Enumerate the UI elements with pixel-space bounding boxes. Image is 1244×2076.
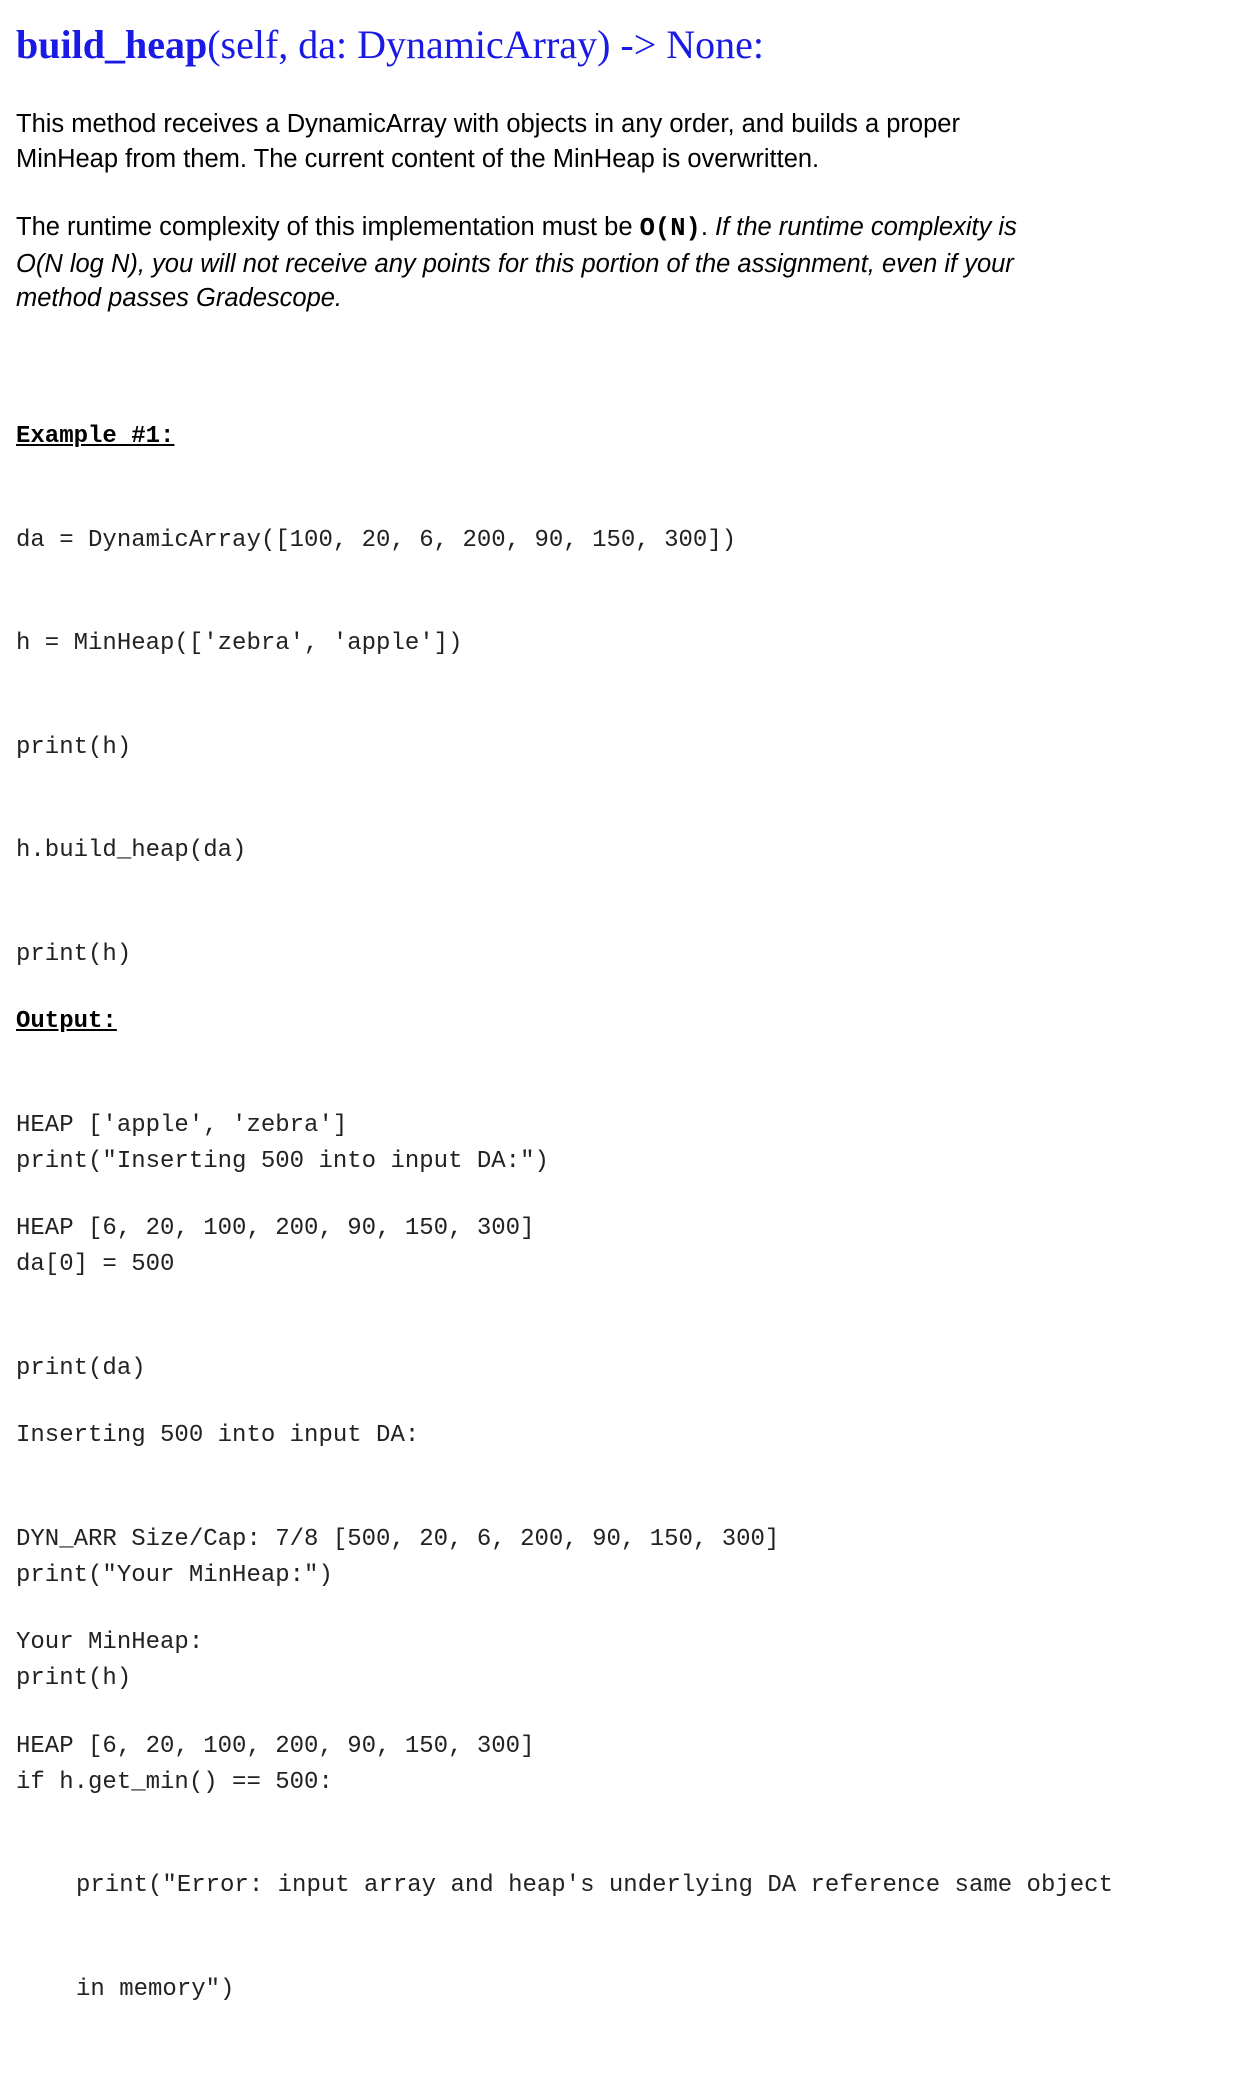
complexity-requirement — [16, 210, 1216, 316]
example-heading: Example #1: — [16, 423, 175, 450]
code-line: print(h) — [16, 940, 132, 968]
code-line: h = MinHeap(['zebra', 'apple']) — [16, 630, 463, 657]
method-name: build_heap — [16, 22, 208, 67]
output-line: Your MinHeap: — [16, 1629, 204, 1656]
output-line: Inserting 500 into input DA: — [16, 1422, 420, 1449]
code-line: print("Inserting 500 into input DA:") — [16, 1147, 549, 1175]
output-line-blank — [16, 1316, 779, 1351]
complexity-prefix: The runtime complexity of this implementation must be — [16, 213, 640, 241]
complexity-warning-2: O(N log N), you will not receive any points for this portion of the assignment, even if your — [16, 249, 1014, 278]
code-line: h.build_heap(da) — [16, 837, 247, 864]
code-line: if h.get_min() == 500: — [16, 1768, 333, 1796]
code-line-indented: print("Error: input array and heap's underlying DA reference same object — [76, 1872, 1113, 1899]
complexity-big-o: O(N) — [639, 214, 701, 243]
code-line-indented: in memory") — [76, 1975, 235, 2003]
complexity-warning-1: If the runtime complexity is — [714, 213, 1017, 241]
output-block — [16, 936, 779, 1833]
method-title — [16, 18, 764, 72]
code-line: print("Your MinHeap:") — [16, 1561, 333, 1589]
complexity-suffix: . — [700, 213, 715, 241]
code-line: da[0] = 500 — [16, 1251, 175, 1278]
code-line: print(h) — [16, 733, 132, 761]
output-line: HEAP ['apple', 'zebra'] — [16, 1111, 348, 1139]
output-heading: Output: — [16, 1008, 117, 1035]
description-line-2: MinHeap from them. The current content of the MinHeap is overwritten. — [16, 144, 820, 173]
description-line-1: This method receives a DynamicArray with objects in any order, and builds a proper — [16, 110, 960, 138]
code-line: da = DynamicArray([100, 20, 6, 200, 90, 150, 300]) — [16, 526, 737, 554]
method-signature: (self, da: DynamicArray) -> None: — [207, 22, 765, 67]
code-line: print(h) — [16, 1665, 132, 1692]
complexity-warning-3: method passes Gradescope. — [16, 284, 343, 313]
method-description — [16, 107, 1216, 176]
output-line: HEAP [6, 20, 100, 200, 90, 150, 300] — [16, 1732, 535, 1760]
output-line: DYN_ARR Size/Cap: 7/8 [500, 20, 6, 200, 90, 150, 300] — [16, 1525, 780, 1553]
output-line: HEAP [6, 20, 100, 200, 90, 150, 300] — [16, 1215, 535, 1242]
code-line: print(da) — [16, 1354, 146, 1382]
